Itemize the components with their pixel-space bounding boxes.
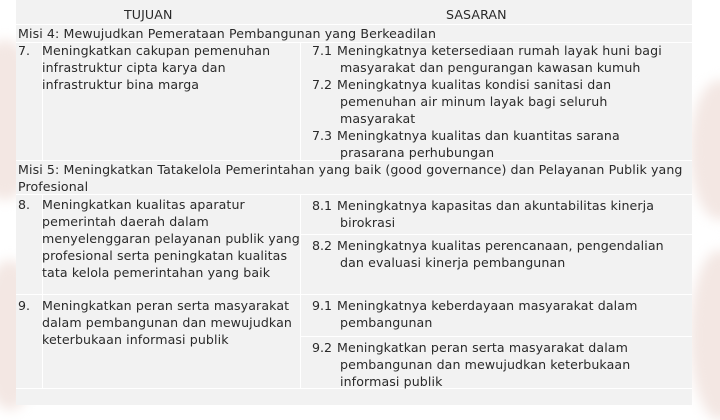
tujuan-text: pemerintah daerah dalam [42, 214, 209, 229]
tujuan-text: menyelenggaran pelayanan publik yang [42, 231, 300, 246]
sasaran-number: 7.3 [312, 128, 333, 143]
tujuan-text: profesional serta peningkatan kualitas [42, 248, 288, 263]
tujuan-number: 7. [18, 43, 31, 58]
row-divider [16, 294, 692, 295]
sasaran-text: pembangunan [340, 315, 433, 330]
header-tujuan: TUJUAN [124, 7, 173, 22]
misi-4-title: Misi 4: Mewujudkan Pemerataan Pembangunan yang Berkeadilan [18, 26, 437, 41]
tujuan-number: 9. [18, 298, 31, 313]
column-divider [300, 42, 301, 160]
sub-divider [300, 336, 692, 337]
sasaran-text: prasarana perhubungan [340, 145, 495, 160]
sasaran-text: Meningkatnya keberdayaan masyarakat dalam [337, 298, 638, 313]
sasaran-text: Meningkatkan peran serta masyarakat dalam [337, 340, 628, 355]
tujuan-text: Meningkatkan cakupan pemenuhan [42, 43, 271, 58]
row-divider [16, 194, 692, 195]
sasaran-text: Meningkatnya kapasitas dan akuntabilitas kinerja [337, 198, 655, 213]
sasaran-text: birokrasi [340, 215, 396, 230]
sasaran-text: Meningkatnya kualitas dan kuantitas sarana [337, 128, 620, 143]
sub-divider [300, 234, 692, 235]
sasaran-number: 7.1 [312, 43, 333, 58]
sasaran-text: Meningkatnya kualitas kondisi sanitasi dan [337, 77, 612, 92]
tujuan-text: infrastruktur cipta karya dan [42, 60, 226, 75]
tujuan-text: keterbukaan informasi publik [42, 332, 229, 347]
background-blob [690, 250, 720, 420]
objectives-table [16, 0, 692, 405]
tujuan-number: 8. [18, 197, 31, 212]
sasaran-number: 7.2 [312, 77, 333, 92]
tujuan-text: infrastruktur bina marga [42, 77, 200, 92]
sasaran-text: masyarakat dan pengurangan kawasan kumuh [340, 60, 641, 75]
tujuan-text: tata kelola pemerintahan yang baik [42, 265, 271, 280]
sasaran-text: Meningkatnya ketersediaan rumah layak huni bagi [337, 43, 662, 58]
sasaran-text: Meningkatnya kualitas perencanaan, pengendalian [337, 238, 664, 253]
sasaran-number: 8.2 [312, 238, 333, 253]
sasaran-text: dan evaluasi kinerja pembangunan [340, 255, 566, 270]
sasaran-number: 9.1 [312, 298, 333, 313]
sasaran-text: pembangunan dan mewujudkan keterbukaan [340, 357, 631, 372]
sasaran-text: informasi publik [340, 374, 443, 389]
tujuan-text: Meningkatkan peran serta masyarakat [42, 298, 290, 313]
sasaran-text: masyarakat [340, 111, 416, 126]
misi-5-title: Profesional [18, 179, 89, 194]
sasaran-text: pemenuhan air minum layak bagi seluruh [340, 94, 608, 109]
background-blob [690, 80, 720, 220]
sasaran-number: 9.2 [312, 340, 333, 355]
header-sasaran: SASARAN [446, 7, 507, 22]
misi-5-title: Misi 5: Meningkatkan Tatakelola Pemerintahan yang baik (good governance) dan Pelayanan Publik yang [18, 162, 683, 177]
column-divider [300, 194, 301, 388]
sasaran-number: 8.1 [312, 198, 333, 213]
tujuan-text: Meningkatkan kualitas aparatur [42, 197, 245, 212]
tujuan-text: dalam pembangunan dan mewujudkan [42, 315, 293, 330]
